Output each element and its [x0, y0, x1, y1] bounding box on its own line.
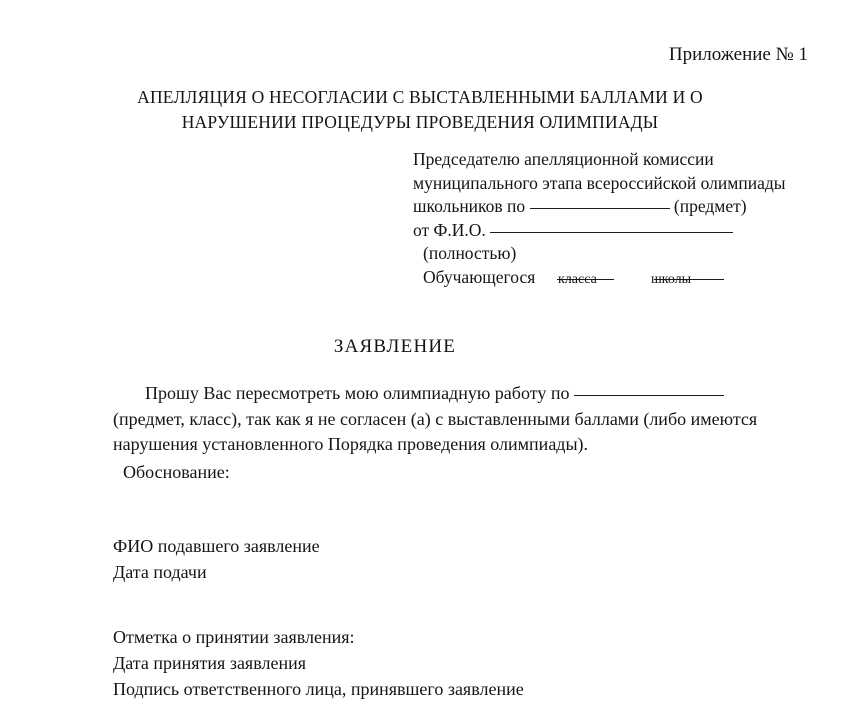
addressee-block	[413, 148, 833, 289]
acceptance-block	[113, 624, 524, 702]
addressee-subject-suffix: (предмет)	[673, 196, 747, 216]
document-title-line-1: АПЕЛЛЯЦИЯ О НЕСОГЛАСИИ С ВЫСТАВЛЕННЫМИ БАЛЛАМИ И О	[137, 87, 703, 107]
submitter-date-label: Дата подачи	[113, 562, 207, 582]
body-line-1-text: Прошу Вас пересмотреть мою олимпиадную работу по	[145, 383, 570, 403]
statement-body	[113, 381, 838, 458]
addressee-subject-prefix: школьников по	[413, 196, 526, 216]
acceptance-date-label: Дата принятия заявления	[113, 653, 306, 673]
acceptance-mark-label: Отметка о принятии заявления:	[113, 627, 355, 647]
addressee-line-fio	[413, 219, 833, 243]
addressee-student-label: Обучающегося	[423, 266, 536, 287]
addressee-line-commission-chair: Председателю апелляционной комиссии	[413, 149, 714, 169]
class-field-caption: класса	[558, 272, 597, 287]
body-line-3: нарушения установленного Порядка проведения олимпиады).	[113, 434, 589, 454]
body-subject-blank-field[interactable]	[574, 395, 724, 396]
submitter-fio-label: ФИО подавшего заявление	[113, 536, 320, 556]
school-field-caption: школы	[651, 272, 692, 287]
body-line-2: (предмет, класс), так как я не согласен (а) с выставленными баллами (либо имеются	[113, 408, 758, 429]
addressee-fio-prefix: от Ф.И.О.	[413, 219, 486, 240]
addressee-line-municipal-stage: муниципального этапа всероссийской олимпиады	[413, 172, 786, 193]
submitter-block	[113, 533, 320, 585]
acceptance-signature-label: Подпись ответственного лица, принявшего заявление	[113, 679, 524, 699]
appendix-number: Приложение № 1	[668, 44, 808, 65]
body-line-1	[113, 381, 838, 407]
document-title	[120, 85, 720, 135]
addressee-line-fullname-note: (полностью)	[423, 243, 517, 263]
statement-heading: ЗАЯВЛЕНИЕ	[333, 336, 457, 357]
justification-label: Обоснование:	[123, 462, 230, 482]
subject-blank-field[interactable]	[530, 208, 670, 209]
document-title-line-2: НАРУШЕНИИ ПРОЦЕДУРЫ ПРОВЕДЕНИЯ ОЛИМПИАДЫ	[181, 112, 659, 132]
addressee-line-student	[413, 266, 833, 290]
fio-blank-field[interactable]	[490, 232, 733, 233]
addressee-line-subject	[413, 195, 833, 219]
